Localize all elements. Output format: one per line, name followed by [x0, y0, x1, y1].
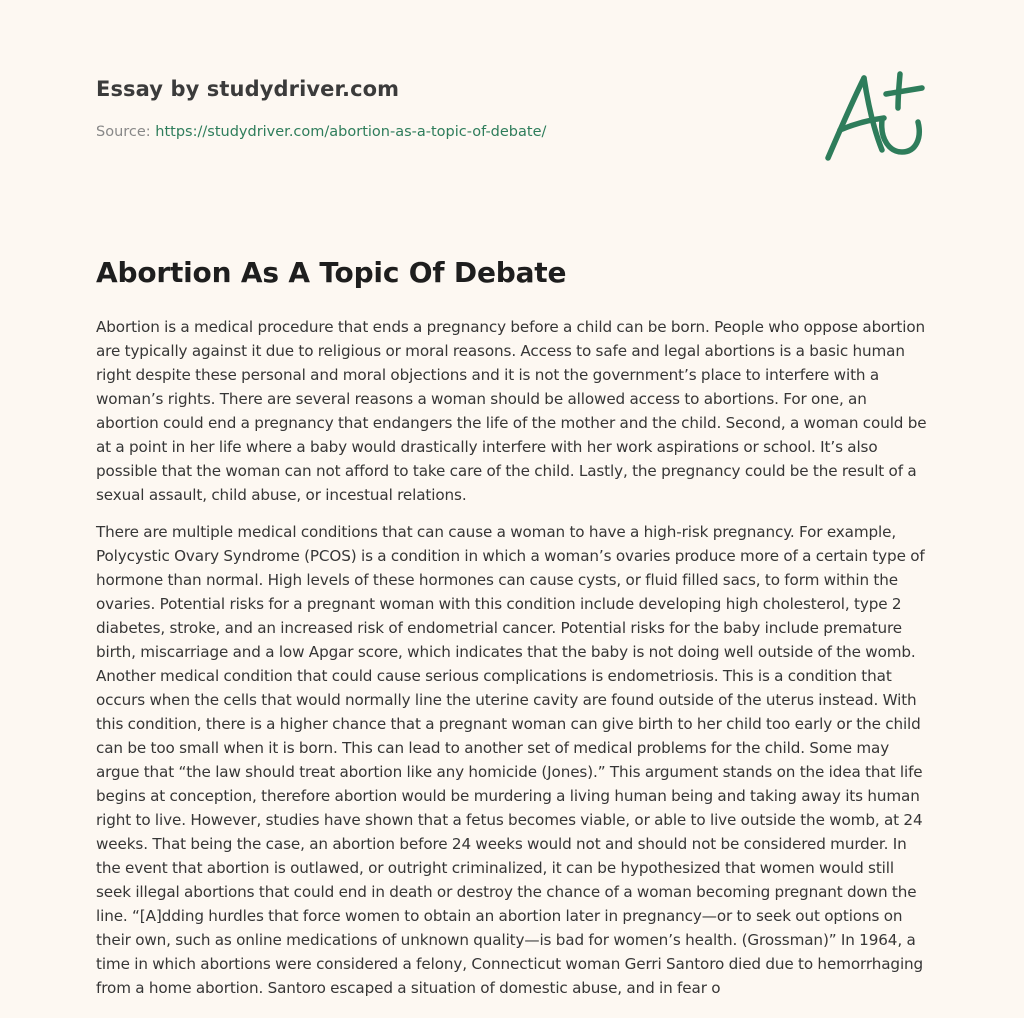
page-title: Abortion As A Topic Of Debate — [96, 256, 567, 289]
essay-body — [96, 315, 932, 1013]
source-label: Source: — [96, 124, 156, 140]
essay-paragraph: Abortion is a medical procedure that ends a pregnancy before a child can be born. People who oppose abortion are typically against it due to religious or moral reasons. Access to safe and legal abortions is a basic human right despite these personal and moral objections and it is not the government’s place to interfere with a woman’s rights. There are several reasons a woman should be allowed access to abortions. For one, an abortion could end a pregnancy that endangers the life of the mother and the child. Second, a woman could be at a point in her life where a baby would drastically interfere with her work aspirations or school. It’s also possible that the woman can not afford to take care of the child. Lastly, the pregnancy could be the result of a sexual assault, child abuse, or incestual relations. — [96, 318, 927, 504]
aplus-logo-icon — [818, 64, 930, 168]
site-title: Essay by studydriver.com — [96, 77, 400, 101]
source-line — [96, 124, 546, 140]
essay-paragraph: There are multiple medical conditions that can cause a woman to have a high-risk pregnancy. For example, Polycystic Ovary Syndrome (PCOS) is a condition in which a woman’s ovaries produce more of a certain type of hormone than normal. High levels of these hormones can cause cysts, or fluid filled sacs, to form within the ovaries. Potential risks for a pregnant woman with this condition include developing high cholesterol, type 2 diabetes, stroke, and an increased risk of endometrial cancer. Potential risks for the baby include premature birth, miscarriage and a low Apgar score, which indicates that the baby is not doing well outside of the womb. Another medical condition that could cause serious complications is endometriosis. This is a condition that occurs when the cells that would normally line the uterine cavity are found outside of the uterus instead. With this condition, there is a higher chance that a pregnant woman can give birth to her child too early or the child can be too small when it is born. This can lead to another set of medical problems for the child. Some may argue that “the law should treat abortion like any homicide (Jones).” This argument stands on the idea that life begins at conception, therefore abortion would be murdering a living human being and taking away its human right to live. However, studies have shown that a fetus becomes viable, or able to live outside the womb, at 24 weeks. That being the case, an abortion before 24 weeks would not and should not be considered murder. In the event that abortion is outlawed, or outright criminalized, it can be hypothesized that women would still seek illegal abortions that could end in death or destroy the chance of a woman becoming pregnant down the line. “[A]dding hurdles that force women to obtain an abortion later in pregnancy—or to seek out options on their own, such as online medications of unknown quality—is bad for women’s health. (Grossman)” In 1964, a time in which abortions were considered a felony, Connecticut woman Gerri Santoro died due to hemorrhaging from a home abortion. Santoro escaped a situation of domestic abuse, and in fear o — [96, 523, 925, 997]
source-link[interactable]: https://studydriver.com/abortion-as-a-topic-of-debate/ — [155, 124, 547, 140]
